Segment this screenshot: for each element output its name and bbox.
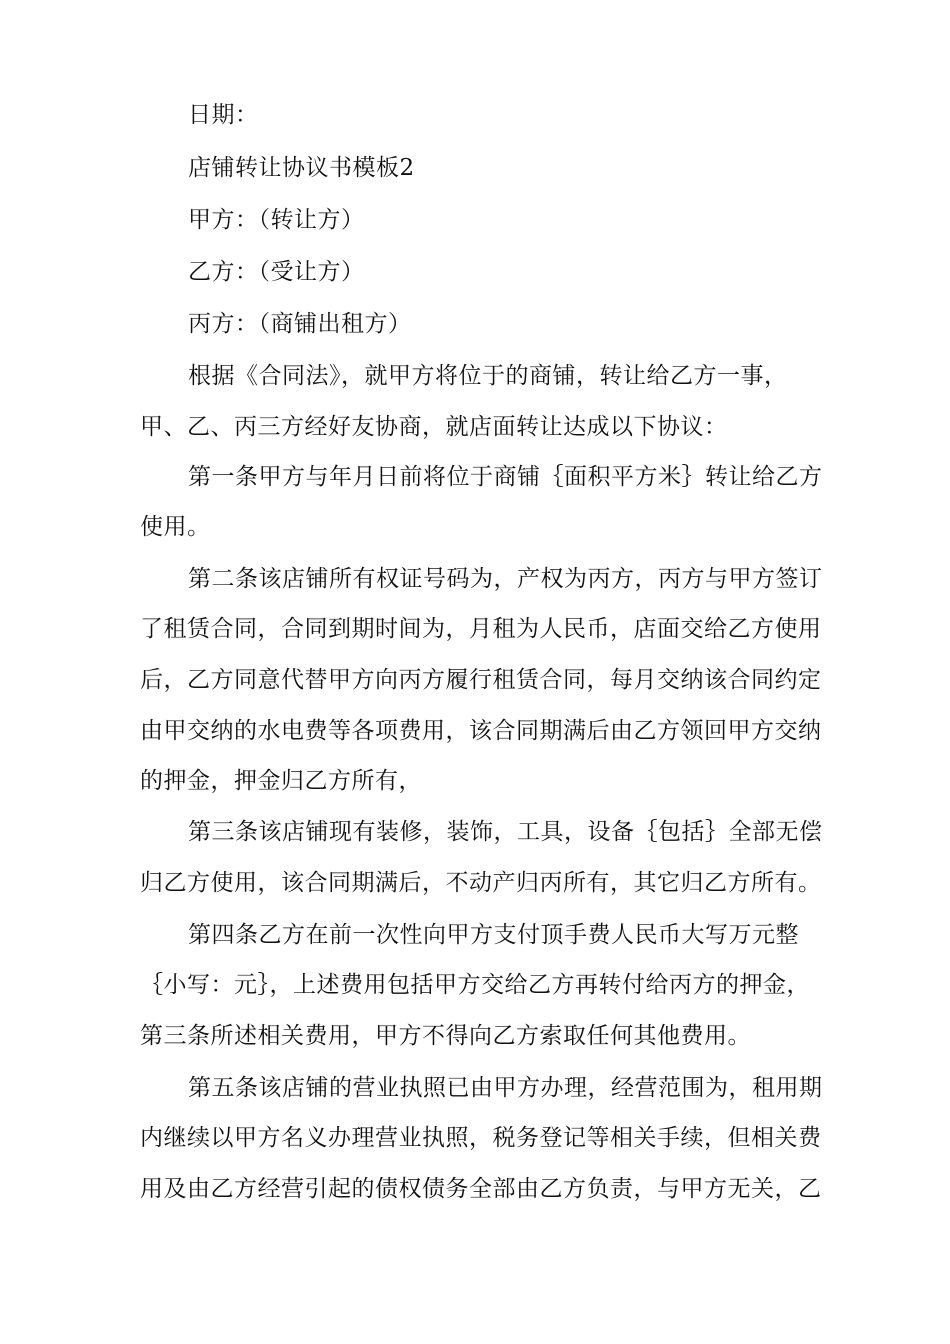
article-1-line-2: 使用。 [140,514,211,540]
article-5-line-2: 内继续以甲方名义办理营业执照，税务登记等相关手续，但相关费 [140,1125,822,1151]
article-4-line-1: 第四条乙方在前一次性向甲方支付顶手费人民币大写万元整 [188,922,799,948]
article-2-line-4: 由甲交纳的水电费等各项费用，该合同期满后由乙方领回甲方交纳 [140,718,822,744]
article-2-line-3: 后，乙方同意代替甲方向丙方履行租赁合同，每月交纳该合同约定 [140,667,822,693]
party-a-line: 甲方：（转让方） [188,207,365,233]
article-5-line-1: 第五条该店铺的营业执照已由甲方办理，经营范围为，租用期 [188,1075,823,1101]
document-title: 店铺转让协议书模板2 [188,155,415,181]
article-4-line-2: ｛小写：元｝，上述费用包括甲方交给乙方再转付给丙方的押金， [140,972,810,998]
article-4-line-3: 第三条所述相关费用，甲方不得向乙方索取任何其他费用。 [140,1023,751,1049]
article-2-line-2: 了租赁合同，合同到期时间为，月租为人民币，店面交给乙方使用 [140,616,822,642]
article-3-line-1: 第三条该店铺现有装修，装饰，工具，设备｛包括｝全部无偿 [188,819,823,845]
party-c-line: 丙方：（商铺出租方） [188,311,412,337]
article-5-line-3: 用及由乙方经营引起的债权债务全部由乙方负责，与甲方无关，乙 [140,1176,822,1202]
date-line: 日期： [188,102,259,128]
party-b-line: 乙方：（受让方） [188,259,365,285]
article-3-line-2: 归乙方使用，该合同期满后，不动产归丙所有，其它归乙方所有。 [140,870,822,896]
article-2-line-5: 的押金，押金归乙方所有， [140,768,422,794]
article-1-line-1: 第一条甲方与年月日前将位于商铺｛面积平方米｝转让给乙方 [188,464,823,490]
preamble-line-2: 甲、乙、丙三方经好友协商，就店面转让达成以下协议： [140,414,728,440]
article-2-line-1: 第二条该店铺所有权证号码为，产权为丙方，丙方与甲方签订 [188,566,823,592]
preamble-line-1: 根据《合同法》，就甲方将位于的商铺，转让给乙方一事， [188,363,788,389]
